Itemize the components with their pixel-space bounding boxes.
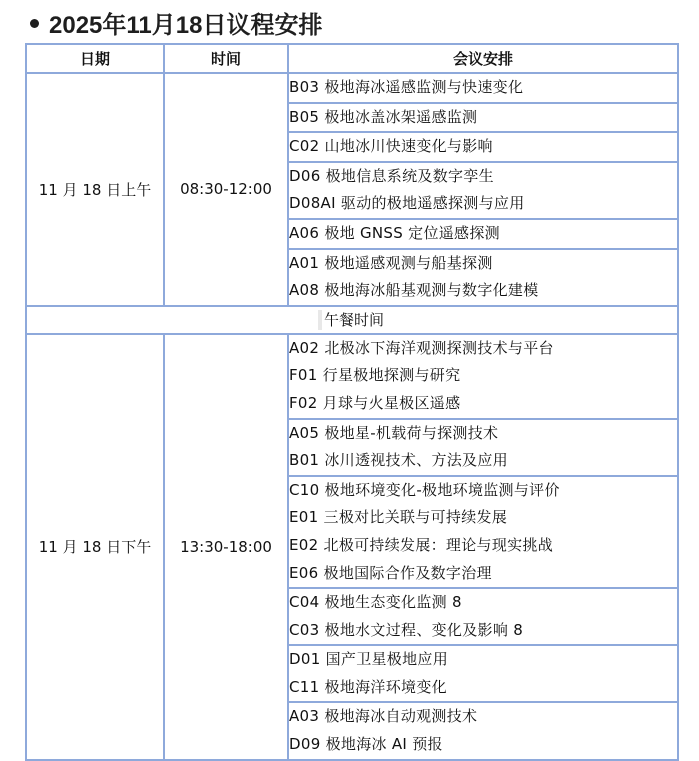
afternoon-date: 11 月 18 日下午 (26, 334, 164, 760)
session-item: A03 极地海冰自动观测技术 (289, 707, 478, 726)
lunch-marker (318, 310, 322, 330)
lunch-cell (26, 306, 678, 334)
session-cell (288, 334, 678, 419)
header-date: 日期 (26, 44, 164, 73)
session-item: C11 极地海洋环境变化 (289, 677, 447, 696)
session-item: E01 三极对比关联与可持续发展 (289, 508, 508, 527)
session-item: B03 极地海冰遥感监测与快速变化 (289, 78, 524, 96)
morning-date: 11 月 18 日上午 (26, 73, 164, 306)
session-cell (288, 103, 678, 133)
session-cell (288, 73, 678, 103)
agenda-table (25, 43, 679, 761)
session-cell (288, 162, 678, 219)
session-cell (288, 219, 678, 249)
session-item: D06 极地信息系统及数字孪生 (289, 166, 494, 185)
session-item: D08AI 驱动的极地遥感探测与应用 (289, 194, 525, 213)
session-item: A02 北极冰下海洋观测探测技术与平台 (289, 338, 554, 357)
session-cell (288, 476, 678, 588)
session-item: F02 月球与火星极区遥感 (289, 393, 461, 412)
morning-time: 08:30-12:00 (164, 73, 288, 306)
page-title (30, 4, 322, 40)
header-sessions: 会议安排 (288, 44, 678, 73)
session-cell (288, 702, 678, 759)
session-item: C02 山地冰川快速变化与影响 (289, 137, 493, 156)
session-cell (288, 132, 678, 162)
session-cell (288, 588, 678, 645)
session-item: A01 极地遥感观测与船基探测 (289, 253, 493, 272)
afternoon-time: 13:30-18:00 (164, 334, 288, 760)
bullet-icon (30, 19, 39, 28)
session-item: F01 行星极地探测与研究 (289, 366, 461, 385)
session-item: C10 极地环境变化-极地环境监测与评价 (289, 480, 560, 499)
session-item: C03 极地水文过程、变化及影响 8 (289, 620, 524, 639)
session-item: D09 极地海冰 AI 预报 (289, 735, 443, 754)
session-cell (288, 249, 678, 306)
session-cell (288, 645, 678, 702)
session-item: E06 极地国际合作及数字治理 (289, 563, 492, 582)
session-item: A08 极地海冰船基观测与数字化建模 (289, 281, 539, 300)
session-item: C04 极地生态变化监测 8 (289, 593, 462, 612)
table-row (26, 73, 678, 103)
lunch-row (26, 306, 678, 334)
lunch-label: 午餐时间 (324, 311, 385, 330)
session-item: A05 极地星-机载荷与探测技术 (289, 423, 499, 442)
header-row (26, 44, 678, 73)
session-item: A06 极地 GNSS 定位遥感探测 (289, 223, 500, 242)
header-time: 时间 (164, 44, 288, 73)
session-item: B01 冰川透视技术、方法及应用 (289, 451, 508, 470)
table-row (26, 334, 678, 419)
title-text: 2025年11月18日议程安排 (49, 11, 323, 39)
session-item: E02 北极可持续发展：理论与现实挑战 (289, 535, 554, 554)
session-item: D01 国产卫星极地应用 (289, 650, 449, 669)
session-item: B05 极地冰盖冰架遥感监测 (289, 107, 478, 126)
session-cell (288, 419, 678, 476)
